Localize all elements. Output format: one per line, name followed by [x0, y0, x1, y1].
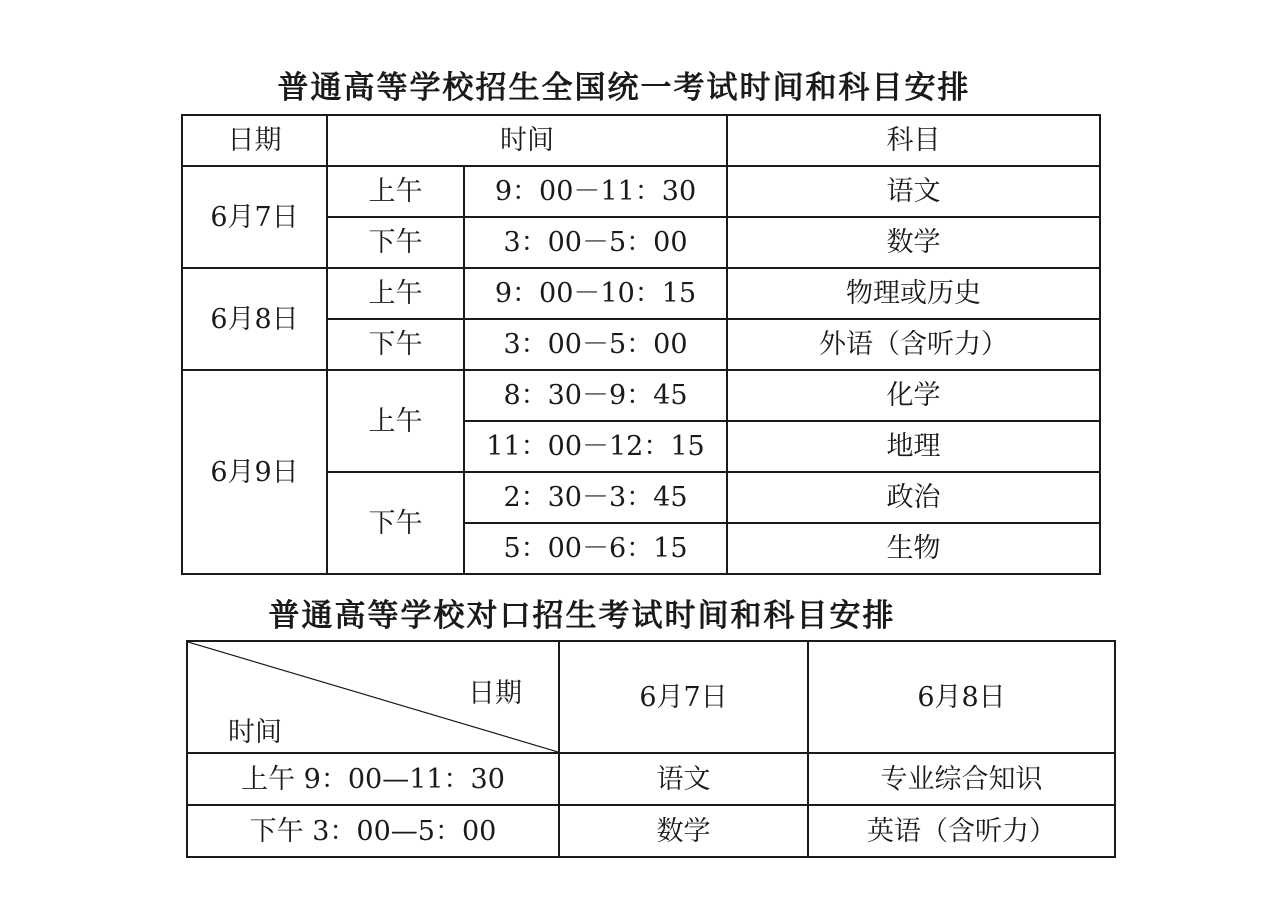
subject-cell: 英语（含听力） — [808, 805, 1115, 857]
date-header: 6月8日 — [808, 641, 1115, 753]
table-header-row — [182, 115, 1100, 166]
corner-date-label: 日期 — [468, 678, 522, 709]
time-cell: 8：30－9：45 — [464, 370, 727, 421]
vocational-exam-schedule-table — [186, 640, 1116, 858]
table-row — [182, 370, 1100, 421]
period-cell: 下午 — [327, 472, 464, 574]
subject-cell: 数学 — [727, 217, 1100, 268]
time-cell: 上午 9：00—11：30 — [187, 753, 559, 805]
table-row — [182, 166, 1100, 217]
subject-cell: 外语（含听力） — [727, 319, 1100, 370]
table-row — [187, 805, 1115, 857]
diagonal-corner-cell — [187, 641, 559, 753]
time-cell: 2：30－3：45 — [464, 472, 727, 523]
subject-cell: 政治 — [727, 472, 1100, 523]
period-cell: 下午 — [327, 217, 464, 268]
time-cell: 下午 3：00—5：00 — [187, 805, 559, 857]
time-cell: 9：00－11：30 — [464, 166, 727, 217]
table-row — [187, 753, 1115, 805]
date-header: 6月7日 — [559, 641, 808, 753]
subject-cell: 生物 — [727, 523, 1100, 574]
period-cell: 下午 — [327, 319, 464, 370]
time-cell: 9：00－10：15 — [464, 268, 727, 319]
period-cell: 上午 — [327, 166, 464, 217]
header-date: 日期 — [182, 115, 327, 166]
header-time: 时间 — [327, 115, 727, 166]
subject-cell: 语文 — [559, 753, 808, 805]
period-cell: 上午 — [327, 370, 464, 472]
subject-cell: 物理或历史 — [727, 268, 1100, 319]
header-subject: 科目 — [727, 115, 1100, 166]
time-cell: 3：00－5：00 — [464, 217, 727, 268]
table1-title: 普通高等学校招生全国统一考试时间和科目安排 — [277, 70, 971, 106]
subject-cell: 数学 — [559, 805, 808, 857]
date-cell: 6月7日 — [182, 166, 327, 268]
period-cell: 上午 — [327, 268, 464, 319]
table-row — [182, 268, 1100, 319]
corner-time-label: 时间 — [228, 717, 282, 748]
table2-title: 普通高等学校对口招生考试时间和科目安排 — [268, 598, 896, 634]
table-header-row — [187, 641, 1115, 753]
time-cell: 5：00－6：15 — [464, 523, 727, 574]
unified-exam-schedule-table — [181, 114, 1101, 575]
time-cell: 3：00－5：00 — [464, 319, 727, 370]
subject-cell: 化学 — [727, 370, 1100, 421]
date-cell: 6月9日 — [182, 370, 327, 574]
time-cell: 11：00－12：15 — [464, 421, 727, 472]
subject-cell: 地理 — [727, 421, 1100, 472]
subject-cell: 语文 — [727, 166, 1100, 217]
date-cell: 6月8日 — [182, 268, 327, 370]
subject-cell: 专业综合知识 — [808, 753, 1115, 805]
